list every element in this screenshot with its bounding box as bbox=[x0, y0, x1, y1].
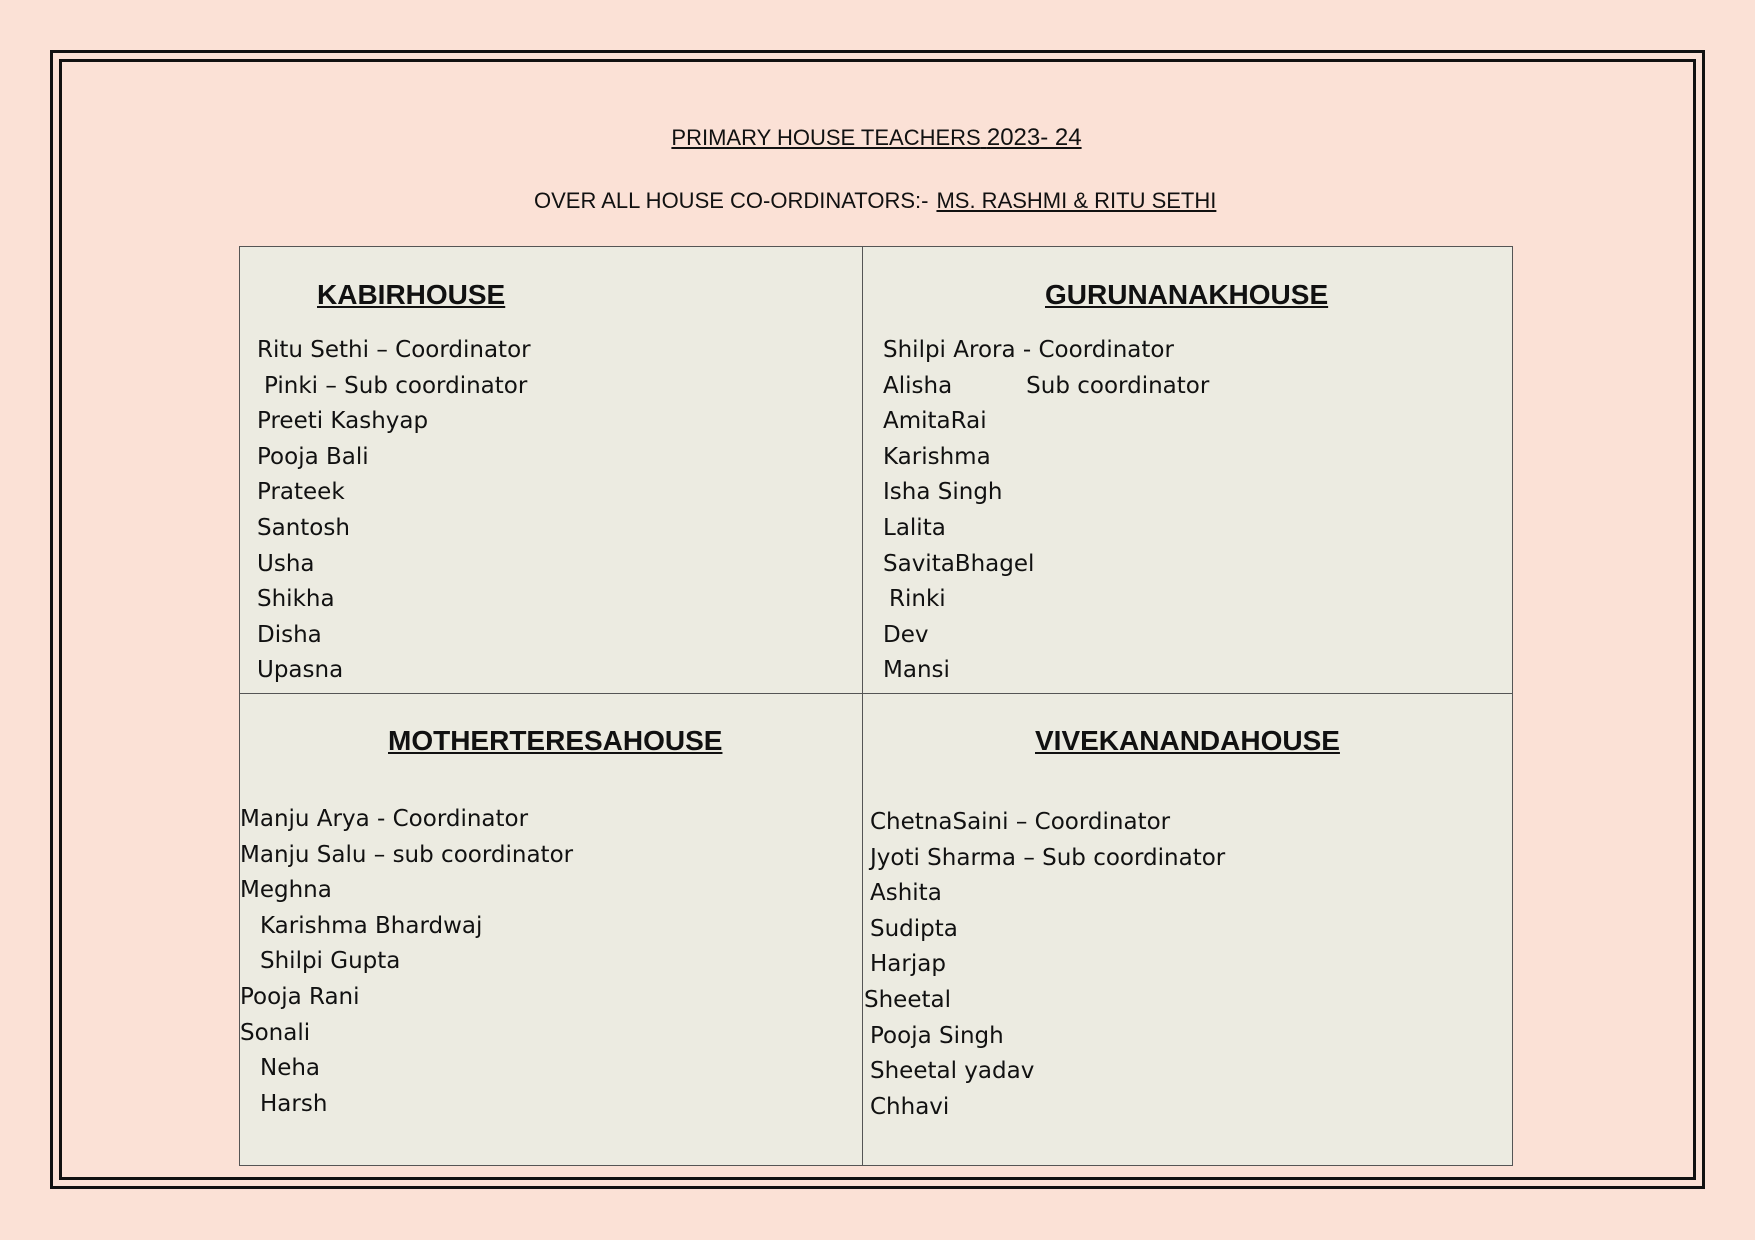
gurunanak-house-title: GURUNANAKHOUSE bbox=[1045, 279, 1329, 310]
list-item: Disha bbox=[257, 621, 322, 648]
list-item: Dev bbox=[883, 621, 929, 648]
list-item: Prateek bbox=[257, 479, 345, 506]
list-item: AmitaRai bbox=[883, 408, 987, 435]
member-name: Alisha bbox=[883, 372, 953, 399]
vivekananda-house-title: VIVEKANANDAHOUSE bbox=[1035, 725, 1340, 756]
list-item: Usha bbox=[257, 550, 315, 577]
member-role: Sub coordinator bbox=[1026, 372, 1210, 399]
mother-teresa-house-title: MOTHERTERESAHOUSE bbox=[388, 725, 723, 756]
kabir-house-title: KABIRHOUSE bbox=[317, 279, 506, 310]
list-item: Ritu Sethi – Coordinator bbox=[257, 337, 531, 363]
list-item: Rinki bbox=[889, 586, 946, 613]
list-item: Neha bbox=[260, 1055, 321, 1082]
list-item: Jyoti Sharma – Sub coordinator bbox=[870, 844, 1226, 871]
list-item: Isha Singh bbox=[883, 479, 1003, 506]
list-item: Upasna bbox=[257, 657, 344, 684]
list-item: Shikha bbox=[257, 586, 335, 613]
list-item: Harjap bbox=[870, 951, 946, 978]
list-item: Sheetal yadav bbox=[870, 1058, 1035, 1085]
list-item: Manju Salu – sub coordinator bbox=[240, 841, 574, 868]
list-item: ChetnaSaini – Coordinator bbox=[870, 809, 1171, 835]
vivekananda-house-members bbox=[864, 805, 1225, 1125]
kabir-house-members bbox=[257, 333, 531, 689]
list-item bbox=[883, 369, 1209, 405]
list-item: Mansi bbox=[883, 657, 950, 684]
mother-teresa-house-members bbox=[240, 802, 573, 1122]
list-item: Shilpi Gupta bbox=[260, 948, 401, 975]
list-item: SavitaBhagel bbox=[883, 550, 1035, 577]
list-item: Lalita bbox=[883, 514, 946, 541]
gurunanak-house-members bbox=[883, 333, 1209, 689]
overall-coordinators bbox=[534, 186, 1216, 216]
list-item: Karishma Bhardwaj bbox=[260, 912, 483, 939]
list-item: Meghna bbox=[240, 877, 332, 904]
table-divider-vertical bbox=[862, 247, 863, 1165]
page-title-year: 2023- 24 bbox=[986, 124, 1082, 151]
list-item: Pinki – Sub coordinator bbox=[264, 372, 528, 399]
list-item: Pooja Bali bbox=[257, 443, 369, 470]
list-item: Sudipta bbox=[870, 915, 958, 942]
list-item: Karishma bbox=[883, 443, 991, 470]
list-item: Shilpi Arora - Coordinator bbox=[883, 337, 1174, 363]
house-table bbox=[239, 246, 1513, 1166]
list-item: Harsh bbox=[260, 1090, 328, 1117]
overall-coordinators-label: OVER ALL HOUSE CO-ORDINATORS:- bbox=[534, 188, 929, 213]
page-title-main: PRIMARY HOUSE TEACHERS bbox=[671, 125, 981, 150]
list-item: Pooja Singh bbox=[870, 1022, 1004, 1049]
table-divider-horizontal bbox=[240, 693, 1512, 694]
list-item: Manju Arya - Coordinator bbox=[240, 806, 529, 832]
list-item: Chhavi bbox=[870, 1093, 950, 1120]
page-title bbox=[0, 123, 1754, 153]
list-item: Ashita bbox=[870, 880, 942, 907]
list-item: Preeti Kashyap bbox=[257, 408, 429, 435]
list-item: Sheetal bbox=[864, 986, 951, 1013]
overall-coordinators-names: MS. RASHMI & RITU SETHI bbox=[936, 188, 1217, 213]
list-item: Santosh bbox=[257, 514, 350, 541]
list-item: Sonali bbox=[240, 1019, 311, 1046]
list-item: Pooja Rani bbox=[240, 983, 360, 1010]
